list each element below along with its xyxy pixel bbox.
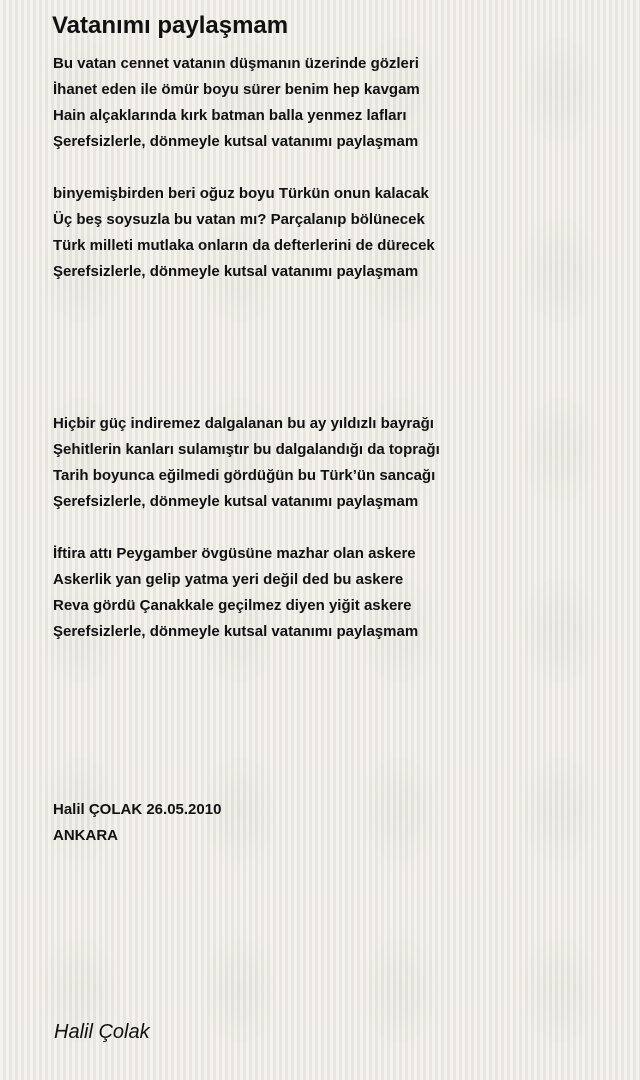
poem-line: Reva gördü Çanakkale geçilmez diyen yiğit askere [53,597,412,614]
poem-line: Şehitlerin kanları sulamıştır bu dalgalandığı da toprağı [53,441,440,458]
author-signature: Halil Çolak [54,1021,150,1043]
poem-title: Vatanımı paylaşmam [52,12,289,39]
poem-line: Hiçbir güç indiremez dalgalanan bu ay yıldızlı bayrağı [53,415,434,432]
poem-stanza-3 [53,411,440,515]
poem-line: Hain alçaklarında kırk batman balla yenmez lafları [53,107,407,124]
poem-line: Türk milleti mutlaka onların da defterlerini de dürecek [53,237,435,254]
poem-stanza-2 [53,181,435,285]
poem-footer [53,797,221,849]
poem-line: İhanet eden ile ömür boyu sürer benim hep kavgam [53,81,420,98]
poem-line: Şerefsizlerle, dönmeyle kutsal vatanımı paylaşmam [53,263,419,280]
author-date: Halil ÇOLAK 26.05.2010 [53,801,222,818]
poem-line: Askerlik yan gelip yatma yeri değil ded bu askere [53,571,404,588]
poem-line: Şerefsizlerle, dönmeyle kutsal vatanımı paylaşmam [53,133,419,150]
poem-line: Üç beş soysuzla bu vatan mı? Parçalanıp bölünecek [53,211,425,228]
poem-line: Şerefsizlerle, dönmeyle kutsal vatanımı paylaşmam [53,623,419,640]
poem-line: Bu vatan cennet vatanın düşmanın üzerinde gözleri [53,55,419,72]
poem-stanza-1 [53,51,420,155]
poem-line: Tarih boyunca eğilmedi gördüğün bu Türk’ün sancağı [53,467,436,484]
poem-stanza-4 [53,541,418,645]
poem-line: Şerefsizlerle, dönmeyle kutsal vatanımı paylaşmam [53,493,419,510]
poem-line: İftira attı Peygamber övgüsüne mazhar olan askere [53,545,416,562]
city: ANKARA [53,827,118,844]
poem-line: binyemişbirden beri oğuz boyu Türkün onun kalacak [53,185,429,202]
